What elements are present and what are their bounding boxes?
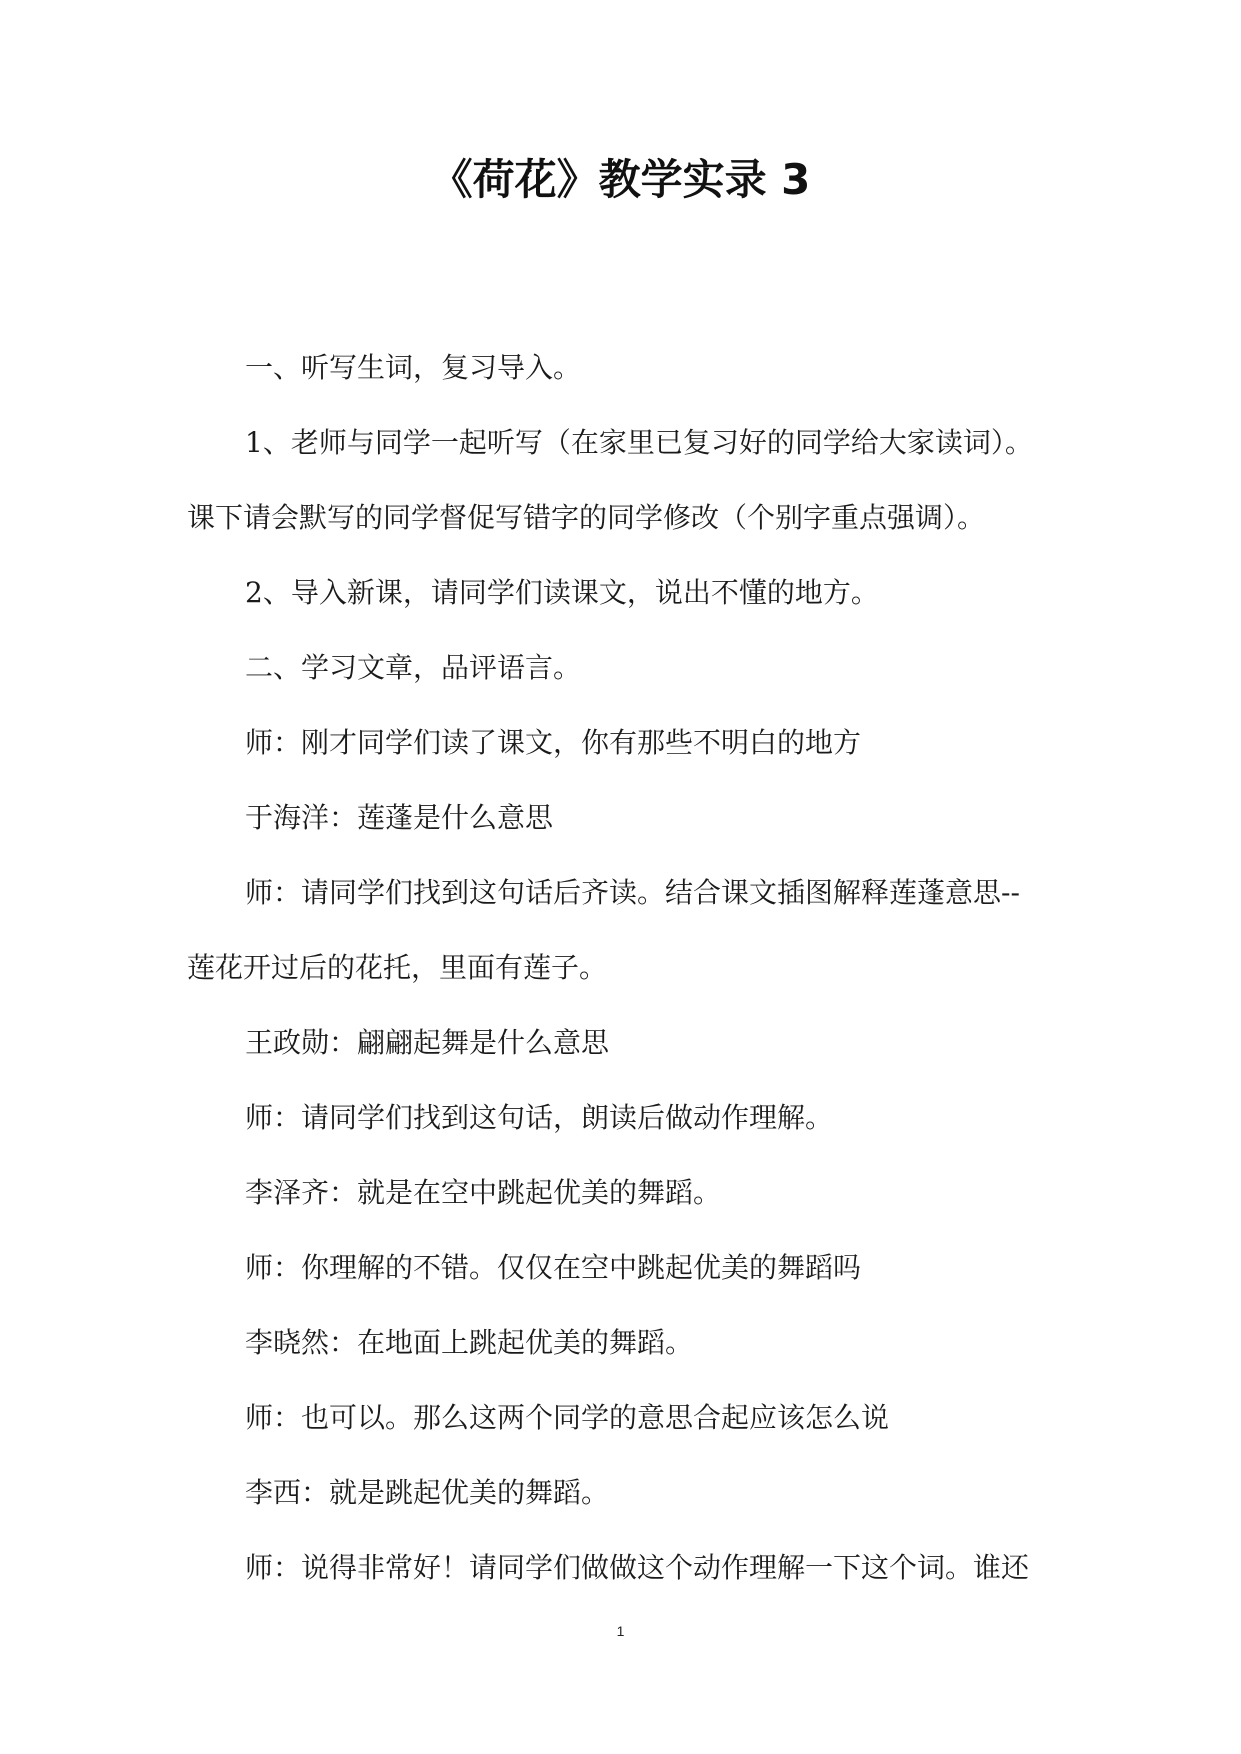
text-line: 师：刚才同学们读了课文，你有那些不明白的地方 — [245, 726, 862, 759]
document-title: 《荷花》教学实录 3 — [430, 155, 811, 204]
text-line: 李泽齐：就是在空中跳起优美的舞蹈。 — [245, 1176, 722, 1209]
page-number: 1 — [616, 1623, 625, 1639]
text-line: 1、老师与同学一起听写（在家里已复习好的同学给大家读词）。 — [245, 426, 1033, 459]
text-line: 师：你理解的不错。仅仅在空中跳起优美的舞蹈吗 — [245, 1251, 862, 1284]
text-line: 师：说得非常好！请同学们做做这个动作理解一下这个词。谁还 — [245, 1551, 1030, 1584]
text-line: 课下请会默写的同学督促写错字的同学修改（个别字重点强调）。 — [187, 501, 986, 534]
text-line: 二、学习文章，品评语言。 — [245, 651, 582, 684]
text-line: 一、听写生词，复习导入。 — [245, 351, 582, 384]
text-line: 师：请同学们找到这句话后齐读。结合课文插图解释莲蓬意思-- — [245, 876, 1020, 909]
text-line: 师：也可以。那么这两个同学的意思合起应该怎么说 — [245, 1401, 890, 1434]
document-body — [187, 330, 1067, 1605]
text-line: 李西：就是跳起优美的舞蹈。 — [245, 1476, 610, 1509]
text-line: 于海洋：莲蓬是什么意思 — [245, 801, 554, 834]
text-line: 王政勋：翩翩起舞是什么意思 — [245, 1026, 610, 1059]
text-line: 莲花开过后的花托，里面有莲子。 — [187, 951, 608, 984]
text-line: 师：请同学们找到这句话，朗读后做动作理解。 — [245, 1101, 834, 1134]
text-line: 2、导入新课，请同学们读课文，说出不懂的地方。 — [245, 576, 879, 609]
text-line: 李晓然：在地面上跳起优美的舞蹈。 — [245, 1326, 694, 1359]
